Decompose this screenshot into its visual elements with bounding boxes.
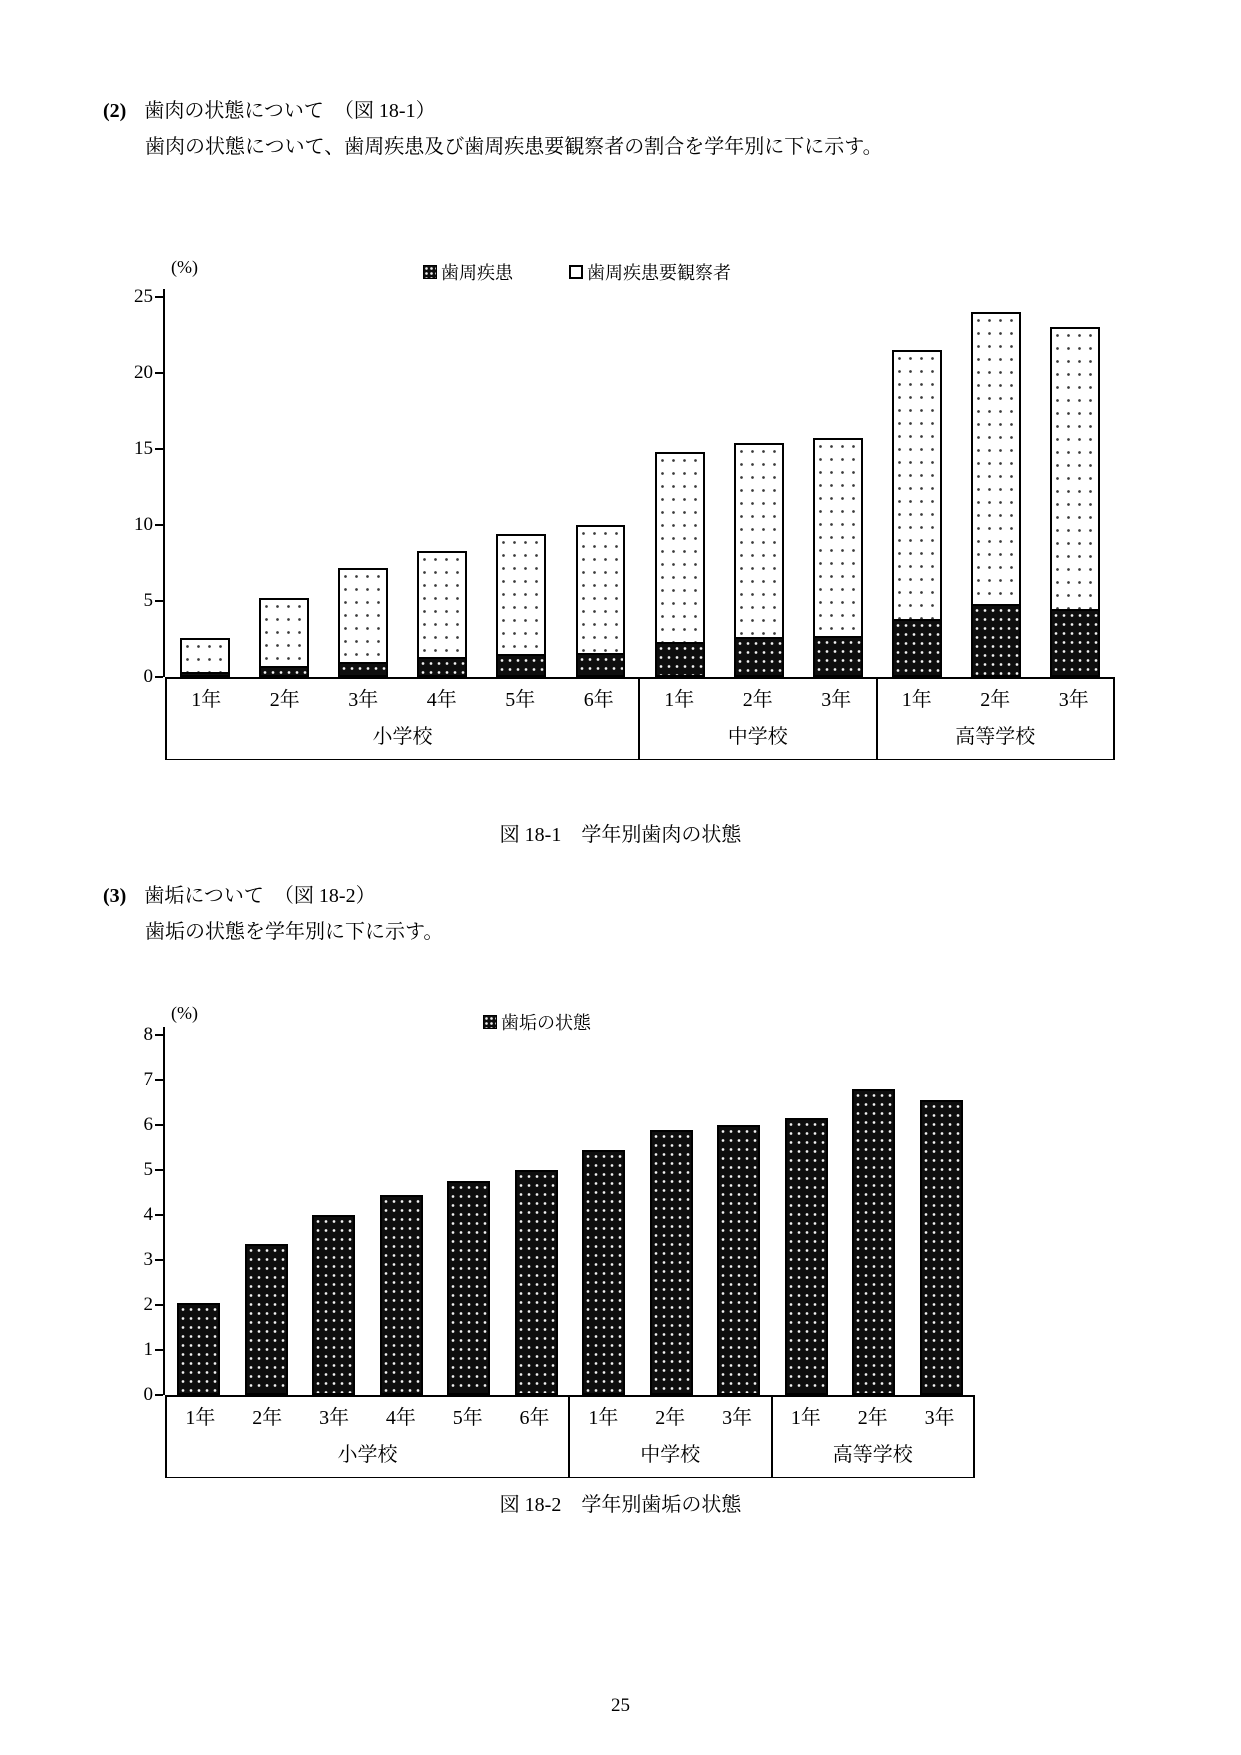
section2-title: 歯肉の状態について （図 18-1） bbox=[144, 100, 436, 122]
section2-heading bbox=[103, 97, 436, 125]
bar-group-高等学校 bbox=[773, 1035, 976, 1395]
school-label: 小学校 bbox=[372, 726, 433, 748]
axis-group-小学校 bbox=[167, 1395, 568, 1477]
section3-heading bbox=[103, 882, 376, 910]
bar-slot bbox=[705, 1035, 773, 1395]
chart1-legend-item-disease bbox=[423, 259, 513, 285]
bar-segment-歯垢の状態 bbox=[717, 1125, 760, 1395]
chart2-plot bbox=[143, 1024, 975, 1405]
y-tick-mark bbox=[155, 524, 163, 526]
bar-segment-歯周疾患 bbox=[971, 604, 1021, 677]
axis-group-高等学校 bbox=[876, 677, 1114, 759]
filled-square-icon bbox=[483, 1015, 497, 1029]
y-tick-label: 6 bbox=[143, 1114, 153, 1135]
grade-label: 5年 bbox=[505, 689, 536, 711]
bar-slot bbox=[908, 1035, 976, 1395]
y-tick-mark bbox=[155, 1304, 163, 1306]
y-tick-mark bbox=[155, 1259, 163, 1261]
bar-segment-歯周疾患要観察者 bbox=[892, 350, 942, 619]
chart1-legend-label-disease: 歯周疾患 bbox=[441, 263, 513, 283]
grade-label: 1年 bbox=[185, 1407, 216, 1429]
section3-title: 歯垢について （図 18-2） bbox=[144, 885, 376, 907]
bar-slot bbox=[503, 1035, 571, 1395]
bar-slot bbox=[403, 297, 482, 677]
bar-segment-歯垢の状態 bbox=[920, 1100, 963, 1395]
bar-segment-歯周疾患要観察者 bbox=[1050, 327, 1100, 608]
bar-小学校-4年 bbox=[417, 551, 467, 677]
school-label: 小学校 bbox=[337, 1444, 398, 1466]
y-tick-label: 0 bbox=[143, 1384, 153, 1405]
grade-label: 1年 bbox=[901, 689, 932, 711]
bar-slot bbox=[482, 297, 561, 677]
school-label: 中学校 bbox=[640, 1444, 701, 1466]
bar-高等学校-2年 bbox=[971, 312, 1021, 677]
bar-slot bbox=[323, 297, 402, 677]
y-tick-label: 4 bbox=[143, 1204, 153, 1225]
bar-slot bbox=[570, 1035, 638, 1395]
y-tick-label: 25 bbox=[134, 286, 153, 307]
school-label: 高等学校 bbox=[955, 726, 1036, 748]
chart1-caption: 図 18-1 学年別歯肉の状態 bbox=[499, 824, 742, 846]
bar-segment-歯周疾患 bbox=[655, 642, 705, 677]
bar-小学校-3年 bbox=[312, 1215, 355, 1395]
bar-高等学校-1年 bbox=[892, 350, 942, 677]
school-label: 中学校 bbox=[727, 726, 788, 748]
school-label: 高等学校 bbox=[832, 1444, 913, 1466]
y-tick-mark bbox=[155, 1034, 163, 1036]
bar-segment-歯周疾患 bbox=[259, 666, 309, 677]
bar-高等学校-3年 bbox=[920, 1100, 963, 1395]
y-tick-mark bbox=[155, 600, 163, 602]
y-tick-mark bbox=[155, 296, 163, 298]
bar-小学校-5年 bbox=[496, 534, 546, 677]
grade-label: 6年 bbox=[519, 1407, 550, 1429]
bar-高等学校-1年 bbox=[785, 1118, 828, 1395]
page-number: 25 bbox=[611, 1695, 630, 1716]
bar-slot bbox=[561, 297, 640, 677]
y-tick-mark bbox=[155, 1349, 163, 1351]
section3-body: 歯垢の状態を学年別に下に示す。 bbox=[145, 921, 444, 943]
bar-slot bbox=[840, 1035, 908, 1395]
bar-segment-歯周疾患 bbox=[338, 662, 388, 677]
bar-segment-歯垢の状態 bbox=[650, 1130, 693, 1396]
grade-label: 4年 bbox=[426, 689, 457, 711]
grade-label-row bbox=[167, 1395, 568, 1434]
grade-label: 5年 bbox=[452, 1407, 483, 1429]
grade-label-row bbox=[878, 677, 1114, 716]
bar-中学校-3年 bbox=[717, 1125, 760, 1395]
y-tick-mark bbox=[155, 372, 163, 374]
chart1-category-axis bbox=[165, 677, 1115, 760]
y-tick-label: 3 bbox=[143, 1249, 153, 1270]
chart2-legend-label-plaque: 歯垢の状態 bbox=[501, 1013, 591, 1033]
section3-marker: (3) bbox=[103, 885, 127, 907]
bar-小学校-2年 bbox=[259, 598, 309, 677]
grade-label: 1年 bbox=[664, 689, 695, 711]
bar-小学校-5年 bbox=[447, 1181, 490, 1395]
grade-label: 1年 bbox=[790, 1407, 821, 1429]
bar-segment-歯周疾患 bbox=[892, 619, 942, 677]
bar-中学校-1年 bbox=[582, 1150, 625, 1395]
bar-group-小学校 bbox=[165, 1035, 570, 1395]
y-tick-mark bbox=[155, 1394, 163, 1396]
grade-label-row bbox=[773, 1395, 974, 1434]
bar-segment-歯垢の状態 bbox=[785, 1118, 828, 1395]
bar-slot bbox=[1036, 297, 1115, 677]
y-tick-label: 5 bbox=[143, 1159, 153, 1180]
bar-小学校-2年 bbox=[245, 1244, 288, 1395]
y-tick-label: 0 bbox=[143, 666, 153, 687]
bar-小学校-3年 bbox=[338, 568, 388, 677]
section2-marker: (2) bbox=[103, 100, 127, 122]
bar-segment-歯周疾患要観察者 bbox=[734, 443, 784, 638]
filled-square-icon bbox=[423, 265, 437, 279]
chart1-legend bbox=[423, 259, 731, 285]
grade-label: 3年 bbox=[319, 1407, 350, 1429]
y-tick-label: 8 bbox=[143, 1024, 153, 1045]
bar-slot bbox=[233, 1035, 301, 1395]
bar-小学校-1年 bbox=[180, 638, 230, 678]
chart2-category-axis bbox=[165, 1395, 975, 1478]
grade-label: 4年 bbox=[385, 1407, 416, 1429]
bar-group-小学校 bbox=[165, 297, 640, 677]
bar-segment-歯垢の状態 bbox=[447, 1181, 490, 1395]
grade-label: 1年 bbox=[191, 689, 222, 711]
bar-segment-歯周疾患要観察者 bbox=[971, 312, 1021, 604]
bar-segment-歯垢の状態 bbox=[380, 1195, 423, 1395]
chart1-unit-label: (%) bbox=[171, 257, 198, 277]
bar-中学校-3年 bbox=[813, 438, 863, 677]
bar-segment-歯周疾患要観察者 bbox=[496, 534, 546, 654]
bar-segment-歯周疾患 bbox=[576, 653, 626, 677]
bar-segment-歯垢の状態 bbox=[582, 1150, 625, 1395]
bar-segment-歯周疾患要観察者 bbox=[338, 568, 388, 662]
bar-segment-歯周疾患 bbox=[417, 657, 467, 677]
grade-label: 2年 bbox=[252, 1407, 283, 1429]
bar-slot bbox=[957, 297, 1036, 677]
bar-segment-歯周疾患要観察者 bbox=[576, 525, 626, 653]
axis-group-小学校 bbox=[167, 677, 638, 759]
bar-slot bbox=[300, 1035, 368, 1395]
grade-label: 2年 bbox=[980, 689, 1011, 711]
bar-高等学校-2年 bbox=[852, 1089, 895, 1395]
chart1-bars-area bbox=[165, 297, 1115, 679]
axis-group-高等学校 bbox=[771, 1395, 974, 1477]
bar-小学校-6年 bbox=[576, 525, 626, 677]
bar-segment-歯垢の状態 bbox=[852, 1089, 895, 1395]
bar-slot bbox=[638, 1035, 706, 1395]
grade-label: 2年 bbox=[742, 689, 773, 711]
grade-label: 3年 bbox=[821, 689, 852, 711]
bar-slot bbox=[368, 1035, 436, 1395]
grade-label: 2年 bbox=[857, 1407, 888, 1429]
y-tick-label: 10 bbox=[134, 514, 153, 535]
grade-label: 2年 bbox=[269, 689, 300, 711]
bar-segment-歯周疾患 bbox=[734, 637, 784, 677]
bar-slot bbox=[719, 297, 798, 677]
chart2-unit-label: (%) bbox=[171, 1003, 198, 1023]
chart1-legend-label-observer: 歯周疾患要観察者 bbox=[587, 263, 731, 283]
bar-group-高等学校 bbox=[878, 297, 1116, 677]
bar-中学校-2年 bbox=[734, 443, 784, 677]
chart-plaque-condition bbox=[143, 1003, 975, 1478]
grade-label: 2年 bbox=[655, 1407, 686, 1429]
y-tick-mark bbox=[155, 1079, 163, 1081]
bar-segment-歯周疾患 bbox=[1050, 609, 1100, 677]
y-tick-label: 15 bbox=[134, 438, 153, 459]
grade-label-row bbox=[570, 1395, 771, 1434]
grade-label: 3年 bbox=[1058, 689, 1089, 711]
bar-segment-歯垢の状態 bbox=[177, 1303, 220, 1395]
chart2-bars-area bbox=[165, 1035, 975, 1397]
bar-slot bbox=[165, 1035, 233, 1395]
y-tick-label: 20 bbox=[134, 362, 153, 383]
axis-group-中学校 bbox=[568, 1395, 771, 1477]
grade-label-row bbox=[640, 677, 876, 716]
y-tick-mark bbox=[155, 1124, 163, 1126]
bar-高等学校-3年 bbox=[1050, 327, 1100, 677]
bar-slot bbox=[640, 297, 719, 677]
y-tick-label: 1 bbox=[143, 1339, 153, 1360]
chart1-plot bbox=[134, 286, 1115, 687]
axis-group-中学校 bbox=[638, 677, 876, 759]
bar-segment-歯周疾患要観察者 bbox=[417, 551, 467, 657]
bar-segment-歯周疾患要観察者 bbox=[655, 452, 705, 642]
chart1-legend-item-observer bbox=[569, 259, 731, 285]
grade-label: 3年 bbox=[924, 1407, 955, 1429]
bar-中学校-2年 bbox=[650, 1130, 693, 1396]
grade-label: 1年 bbox=[588, 1407, 619, 1429]
chart2-legend-item-plaque bbox=[483, 1009, 591, 1035]
bar-segment-歯周疾患要観察者 bbox=[180, 638, 230, 673]
bar-slot bbox=[773, 1035, 841, 1395]
bar-group-中学校 bbox=[570, 1035, 773, 1395]
bar-slot bbox=[244, 297, 323, 677]
bar-segment-歯垢の状態 bbox=[515, 1170, 558, 1395]
bar-segment-歯周疾患 bbox=[813, 636, 863, 677]
chart2-caption: 図 18-2 学年別歯垢の状態 bbox=[499, 1494, 742, 1516]
bar-slot bbox=[878, 297, 957, 677]
bar-slot bbox=[798, 297, 877, 677]
chart2-legend bbox=[483, 1009, 591, 1035]
bar-segment-歯垢の状態 bbox=[245, 1244, 288, 1395]
grade-label: 3年 bbox=[722, 1407, 753, 1429]
bar-segment-歯周疾患 bbox=[180, 672, 230, 677]
bar-小学校-6年 bbox=[515, 1170, 558, 1395]
open-square-icon bbox=[569, 265, 583, 279]
grade-label-row bbox=[167, 677, 638, 716]
bar-segment-歯周疾患 bbox=[496, 654, 546, 677]
y-tick-mark bbox=[155, 1214, 163, 1216]
grade-label: 6年 bbox=[583, 689, 614, 711]
bar-中学校-1年 bbox=[655, 452, 705, 677]
bar-segment-歯垢の状態 bbox=[312, 1215, 355, 1395]
section2-body: 歯肉の状態について、歯周疾患及び歯周疾患要観察者の割合を学年別に下に示す。 bbox=[145, 136, 883, 158]
bar-小学校-1年 bbox=[177, 1303, 220, 1395]
bar-segment-歯周疾患要観察者 bbox=[259, 598, 309, 666]
bar-slot bbox=[165, 297, 244, 677]
bar-segment-歯周疾患要観察者 bbox=[813, 438, 863, 636]
y-tick-mark bbox=[155, 676, 163, 678]
grade-label: 3年 bbox=[348, 689, 379, 711]
bar-group-中学校 bbox=[640, 297, 878, 677]
y-tick-label: 7 bbox=[143, 1069, 153, 1090]
bar-slot bbox=[435, 1035, 503, 1395]
bar-小学校-4年 bbox=[380, 1195, 423, 1395]
chart-gum-condition bbox=[134, 257, 1115, 760]
y-tick-label: 5 bbox=[143, 590, 153, 611]
y-tick-label: 2 bbox=[143, 1294, 153, 1315]
y-tick-mark bbox=[155, 448, 163, 450]
y-tick-mark bbox=[155, 1169, 163, 1171]
